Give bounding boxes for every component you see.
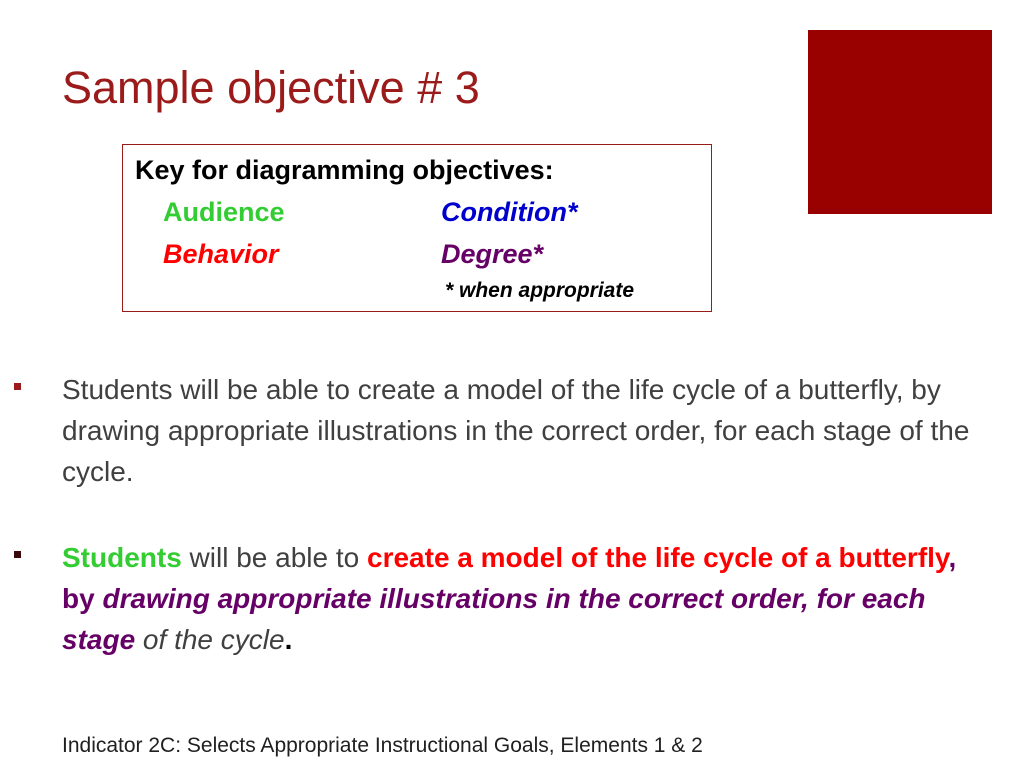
key-condition: Condition* <box>441 197 578 227</box>
connector-text: will be able to <box>181 542 367 573</box>
period-segment: . <box>284 624 293 655</box>
comma-segment: , <box>948 542 957 573</box>
diagram-key-box <box>122 144 712 312</box>
key-heading: Key for diagramming objectives: <box>135 155 554 185</box>
key-audience: Audience <box>163 197 285 227</box>
key-behavior: Behavior <box>163 239 279 269</box>
behavior-segment: create a model of the life cycle of a butterfly <box>367 542 949 573</box>
audience-segment: Students <box>62 542 182 573</box>
plain-objective-text: Students will be able to create a model of the life cycle of a butterfly, by drawing appropriate illustrations in the correct order, for each stage of the cycle. <box>62 374 970 487</box>
list-item-diagrammed-objective <box>62 537 992 660</box>
key-note: * when appropriate <box>445 279 635 302</box>
bullet-marker-icon <box>14 551 21 558</box>
bullet-marker-icon <box>14 383 21 390</box>
slide-title: Sample objective # 3 <box>62 62 480 113</box>
key-degree: Degree* <box>441 239 544 269</box>
by-segment: by <box>62 583 103 614</box>
accent-block <box>808 30 992 214</box>
trailing-text: of the cycle <box>135 624 285 655</box>
footer-indicator: Indicator 2C: Selects Appropriate Instructional Goals, Elements 1 & 2 <box>62 734 703 757</box>
condition-segment: drawing appropriate illustrations in the correct order, for each stage <box>62 583 926 655</box>
list-item-plain-objective <box>62 369 992 492</box>
